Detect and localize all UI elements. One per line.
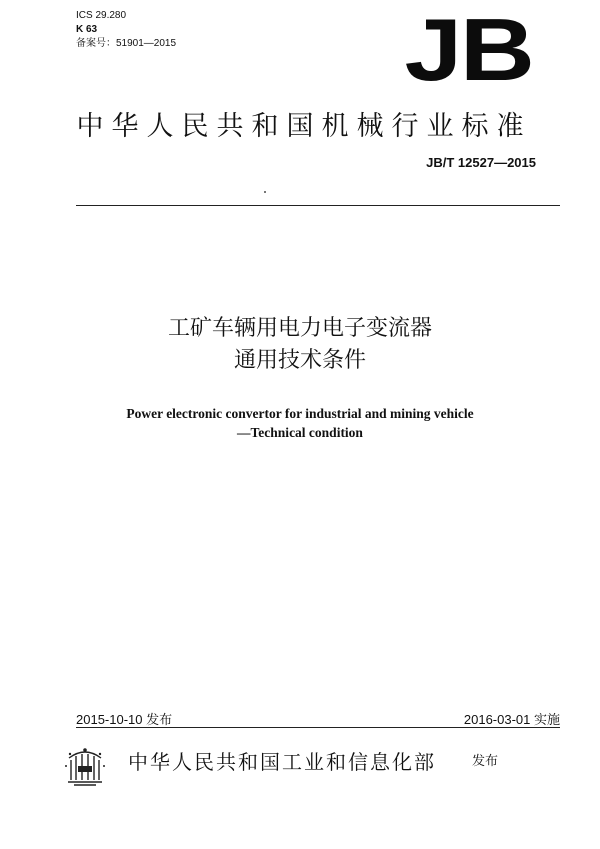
title-en-line2: —Technical condition xyxy=(237,425,363,440)
standard-number: JB/T 12527—2015 xyxy=(426,155,536,170)
issue-date: 2015-10-10 发布 xyxy=(76,712,173,727)
classification-code: K 63 xyxy=(76,24,98,35)
title-cn-line2: 通用技术条件 xyxy=(233,348,366,373)
issuer-suffix: 发布 xyxy=(472,754,499,769)
ics-code: ICS 29.280 xyxy=(76,10,127,21)
implementation-date: 2016-03-01 实施 xyxy=(463,712,560,727)
bottom-divider xyxy=(76,727,560,728)
title-cn-line1: 工矿车辆用电力电子变流器 xyxy=(167,316,432,341)
top-divider xyxy=(76,205,560,206)
standard-category: 中华人民共和国机械行业标准 xyxy=(76,111,532,142)
ministry-emblem-icon xyxy=(62,744,108,790)
registration-number: 备案号：51901—2015 xyxy=(76,38,177,49)
jb-logo: JB xyxy=(403,0,532,99)
scan-speck xyxy=(264,191,266,193)
title-en-line1: Power electronic convertor for industrial and mining vehicle xyxy=(126,406,474,421)
issuer-name: 中华人民共和国工业和信息化部 xyxy=(128,750,436,774)
